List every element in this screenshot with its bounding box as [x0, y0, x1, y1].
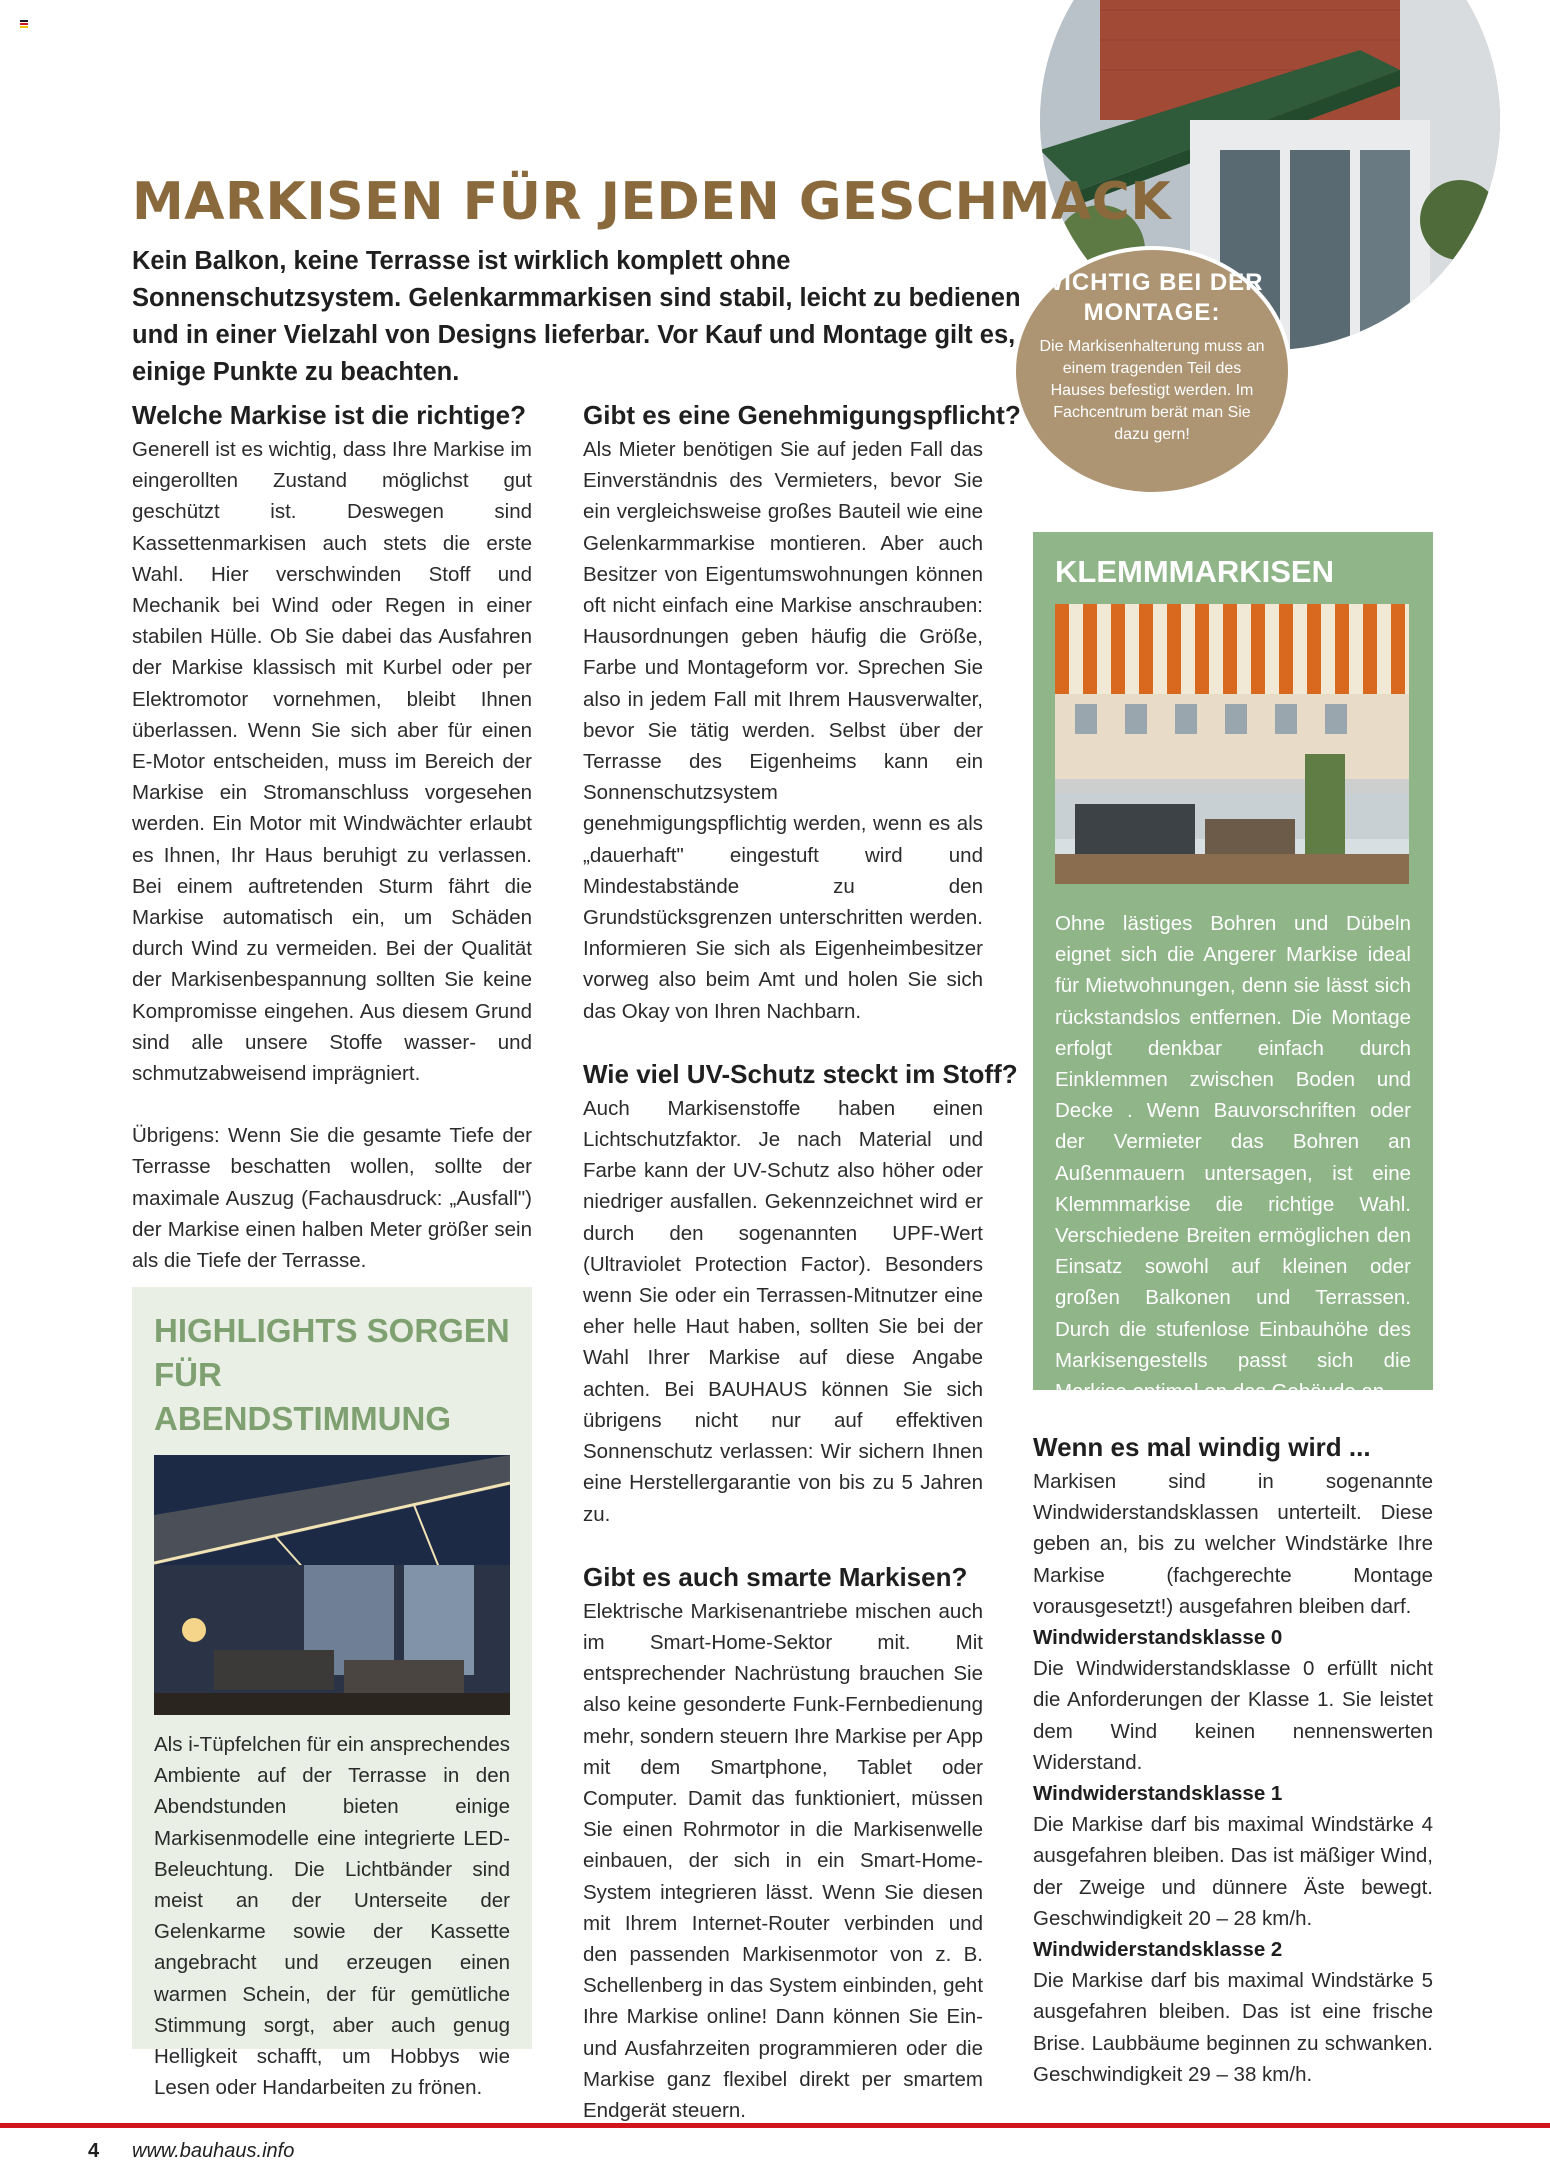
klemm-box [1033, 532, 1433, 1404]
body-paragraph: Elektrische Markisenantriebe mischen auch im Smart-Home-Sektor mit. Mit entsprechender Nachrüstung brauchen Sie also keine gesonderte Funk-Fernbedienung mehr, sondern steuern Ihre Markise per App mit dem Smartphone, Tablet oder Computer. Damit das funktioniert, müssen Sie einen Rohrmotor in die Markisenwelle einbauen, der sich in ein Smart-Home-System integrieren lässt. Wenn Sie diesen mit Ihrem Internet-Router verbinden und den passenden Markisenmotor von z. B. Schellenberg in das System einbinden, geht Ihre Markise online! Dann können Sie Ein- und Ausfahrzeiten programmieren oder die Markise ganz flexibel direkt per smartem Endgerät steuern. [583, 1599, 984, 2122]
section-heading: Gibt es eine Genehmigungspflicht? [583, 400, 1021, 430]
wind-class-heading: Windwiderstandsklasse 0 [1033, 1626, 1283, 1650]
wind-class-heading: Windwiderstandsklasse 1 [1033, 1782, 1283, 1806]
wind-class-heading: Windwiderstandsklasse 2 [1033, 1938, 1283, 1962]
footer-divider [0, 2123, 1550, 2128]
highlights-text: Als i-Tüpfelchen für ein ansprechendes Ambiente auf der Terrasse in den Abendstunden bieten einige Markisenmodelle eine integrierte LED-Beleuchtung. Die Lichtbänder sind meist an der Unterseite der Gelenkarme sowie der Kassette angebracht und erzeugen einen warmen Schein, der für gemütliche Stimmung sorgt, aber auch genug Helligkeit schafft, um Hobbys wie Lesen oder Handarbeiten zu frönen. [154, 1733, 510, 2100]
montage-info-text: Die Markisenhalterung muss an einem tragenden Teil des Hauses befestigt werden. Im Fachcentrum berät man Sie dazu gern! [1039, 338, 1265, 443]
montage-info-title: WICHTIG BEI DER MONTAGE: [1040, 269, 1264, 326]
wind-class-text: Die Markise darf bis maximal Windstärke 4 ausgefahren bleiben. Das ist mäßiger Wind, der Zweige und dünnere Äste bewegt. Geschwindigkeit 20 – 28 km/h. [1033, 1813, 1433, 1930]
page-number: 4 [88, 2140, 100, 2162]
klemm-title: KLEMMMARKISEN [1055, 554, 1334, 589]
column-right [1033, 1430, 1433, 2090]
highlights-box [132, 1287, 532, 2100]
body-paragraph: Markisen sind in sogenannte Windwiderstandsklassen unterteilt. Diese geben an, bis zu welcher Windstärke Ihre Markise (fachgerechte Montage vorausgesetzt!) ausgefahren bleiben darf. [1033, 1470, 1433, 1618]
footer-url-link[interactable]: www.bauhaus.info [132, 2140, 295, 2162]
led-awning-night-photo [154, 1455, 510, 1715]
highlights-title: HIGHLIGHTS SORGEN FÜR ABENDSTIMMUNG [154, 1312, 510, 1437]
column-middle [583, 398, 1021, 2126]
balcony-awning-photo [1055, 604, 1409, 884]
flag-icon [20, 20, 28, 27]
column-left [132, 398, 532, 1276]
wind-class-text: Die Markise darf bis maximal Windstärke 5 ausgefahren bleiben. Das ist eine frische Brise. Laubbäume beginnen zu schwanken. Geschwindigkeit 29 – 38 km/h. [1033, 1969, 1433, 2086]
montage-info-circle [1012, 246, 1292, 496]
section-heading: Gibt es auch smarte Markisen? [583, 1561, 968, 1592]
section-heading: Wie viel UV-Schutz steckt im Stoff? [583, 1058, 1018, 1089]
section-heading: Wenn es mal windig wird ... [1033, 1432, 1371, 1462]
page-title: MARKISEN FÜR JEDEN GESCHMACK [132, 172, 1172, 232]
section-heading: Welche Markise ist die richtige? [132, 400, 526, 430]
klemm-text: Ohne lästiges Bohren und Dübeln eignet sich die Angerer Markise ideal für Mietwohnungen, denn sie lässt sich rückstandslos entfernen. Die Montage erfolgt denkbar einfach durch Einklemmen zwischen Boden und Decke . Wenn Bauvorschriften oder der Vermieter das Bohren an Außenmauern untersagen, ist eine Klemmmarkise die richtige Wahl. Verschiedene Breiten ermöglichen den Einsatz sowohl auf kleinen oder großen Balkonen und Terrassen. Durch die stufenlose Einbauhöhe des Markisengestells passt sich die Markise optimal an das Gebäude an. [1055, 912, 1411, 1404]
body-paragraph: Auch Markisenstoffe haben einen Lichtschutzfaktor. Je nach Material und Farbe kann der UV-Schutz also höher oder niedriger ausfallen. Gekennzeichnet wird er durch den sogenannten UPF-Wert (Ultraviolet Protection Factor). Besonders wenn Sie oder ein Terrassen-Mitnutzer eine eher helle Haut haben, sollten Sie bei der Wahl Ihrer Markise auf diese Angabe achten. Bei BAUHAUS können Sie sich übrigens nicht nur auf effektiven Sonnenschutz verlassen: Wir sichern Ihnen eine Herstellergarantie von bis zu 5 Jahren zu. [583, 1096, 983, 1526]
body-paragraph: Übrigens: Wenn Sie die gesamte Tiefe der Terrasse beschatten wollen, sollte der maximale Auszug (Fachausdruck: „Ausfall") der Markise einen halben Meter größer sein als die Tiefe der Terrasse. [132, 1124, 532, 1273]
body-paragraph: Generell ist es wichtig, dass Ihre Markise im eingerollten Zustand möglichst gut geschützt ist. Deswegen sind Kassettenmarkisen auch stets die erste Wahl. Hier verschwinden Stoff und Mechanik bei Wind oder Regen in einer stabilen Hülle. Ob Sie dabei das Ausfahren der Markise klassisch mit Kurbel oder per Elektromotor vornehmen, bleibt Ihnen überlassen. Wenn Sie sich aber für einen E-Motor entscheiden, muss im Bereich der Markise ein Stromanschluss vorgesehen werden. Ein Motor mit Windwächter erlaubt es Ihnen, Ihr Haus beruhigt zu verlassen. Bei einem auftretenden Sturm fährt die Markise automatisch ein, um Schäden durch Wind zu vermeiden. Bei der Qualität der Markisenbespannung sollten Sie keine Kompromisse eingehen. Aus diesem Grund sind alle unsere Stoffe wasser- und schmutzabweisend imprägniert. [132, 438, 532, 1086]
body-paragraph: Als Mieter benötigen Sie auf jeden Fall das Einverständnis des Vermieters, bevor Sie ein vergleichsweise großes Bauteil wie eine Gelenkarmmarkise montieren. Aber auch Besitzer von Eigentumswohnungen können oft nicht einfach eine Markise anschrauben: Hausordnungen geben häufig die Größe, Farbe und Montageform vor. Sprechen Sie also in jedem Fall mit Ihrem Hausverwalter, bevor Sie tätig werden. Selbst über der Terrasse des Eigenheims kann ein Sonnenschutzsystem genehmigungspflichtig werden, wenn es als „dauerhaft" eingestuft wird und Mindestabstände zu den Grundstücksgrenzen unterschritten werden. Informieren Sie sich als Eigenheimbesitzer vorweg also beim Amt und holen Sie sich das Okay von Ihren Nachbarn. [583, 438, 983, 1023]
wind-class-text: Die Windwiderstandsklasse 0 erfüllt nicht die Anforderungen der Klasse 1. Sie leistet dem Wind keinen nennenswerten Widerstand. [1033, 1657, 1433, 1774]
intro-text: Kein Balkon, keine Terrasse ist wirklich komplett ohne Sonnenschutzsystem. Gelenkarmmarkisen sind stabil, leicht zu bedienen und in einer Vielzahl von Designs lieferbar. Vor Kauf und Montage gilt es, einige Punkte zu beachten. [132, 247, 1021, 386]
